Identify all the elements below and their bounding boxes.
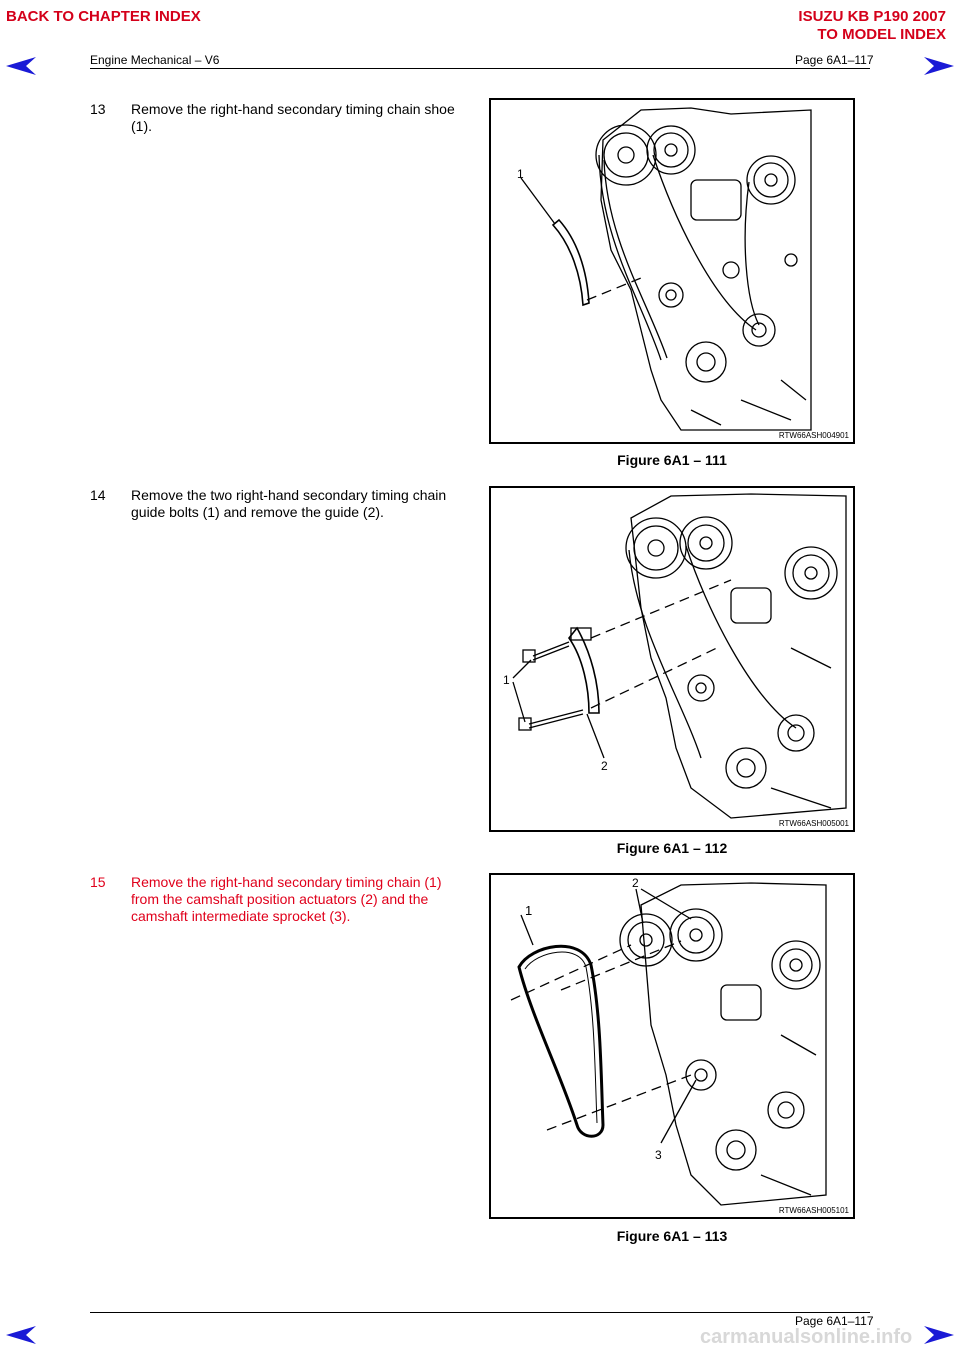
header-page-number: Page 6A1–117 [795,53,874,67]
figure-code: RTW66ASH004901 [778,431,849,440]
figure-111-illustration [489,98,855,444]
figure-113-caption: Figure 6A1 – 113 [616,1228,728,1244]
figure-111-caption: Figure 6A1 – 111 [617,452,727,468]
callout-1: 1 [525,903,533,918]
step-13 [90,101,480,141]
model-title: ISUZU KB P190 2007 [798,8,946,25]
callout-1: 1 [517,167,524,181]
prev-page-arrow-icon[interactable] [6,1326,38,1349]
prev-page-arrow-icon[interactable] [6,57,38,80]
footer-page-number: Page 6A1–117 [795,1314,874,1328]
to-model-index-link[interactable]: TO MODEL INDEX [817,26,946,43]
figure-code: RTW66ASH005101 [778,1206,849,1215]
step-text: Remove the right-hand secondary timing chain shoe (1). [131,101,455,134]
step-number: 13 [90,101,106,117]
next-page-arrow-icon[interactable] [922,1326,954,1349]
header-rule [90,68,870,69]
figure-113-illustration [489,873,855,1219]
step-15 [90,874,480,934]
model-index-block [798,8,946,44]
back-to-chapter-index-link[interactable]: BACK TO CHAPTER INDEX [6,8,201,25]
watermark: carmanualsonline.info [700,1326,913,1348]
callout-2: 2 [632,876,639,890]
step-text: Remove the two right-hand secondary timing chain guide bolts (1) and remove the guide (2). [131,487,447,520]
step-text: Remove the right-hand secondary timing chain (1) from the camshaft position actuators (2) and the camshaft intermediate sprocket (3). [131,874,442,924]
figure-code: RTW66ASH005001 [778,819,849,828]
step-number: 14 [90,487,106,503]
step-number: 15 [90,874,106,890]
footer-rule [90,1312,870,1313]
figure-112-illustration [489,486,855,832]
callout-1: 1 [503,673,510,687]
figure-112-caption: Figure 6A1 – 112 [616,840,728,856]
next-page-arrow-icon[interactable] [922,57,954,80]
callout-2: 2 [601,759,608,773]
callout-3: 3 [655,1148,662,1162]
step-14 [90,487,480,527]
section-title: Engine Mechanical – V6 [90,53,220,67]
